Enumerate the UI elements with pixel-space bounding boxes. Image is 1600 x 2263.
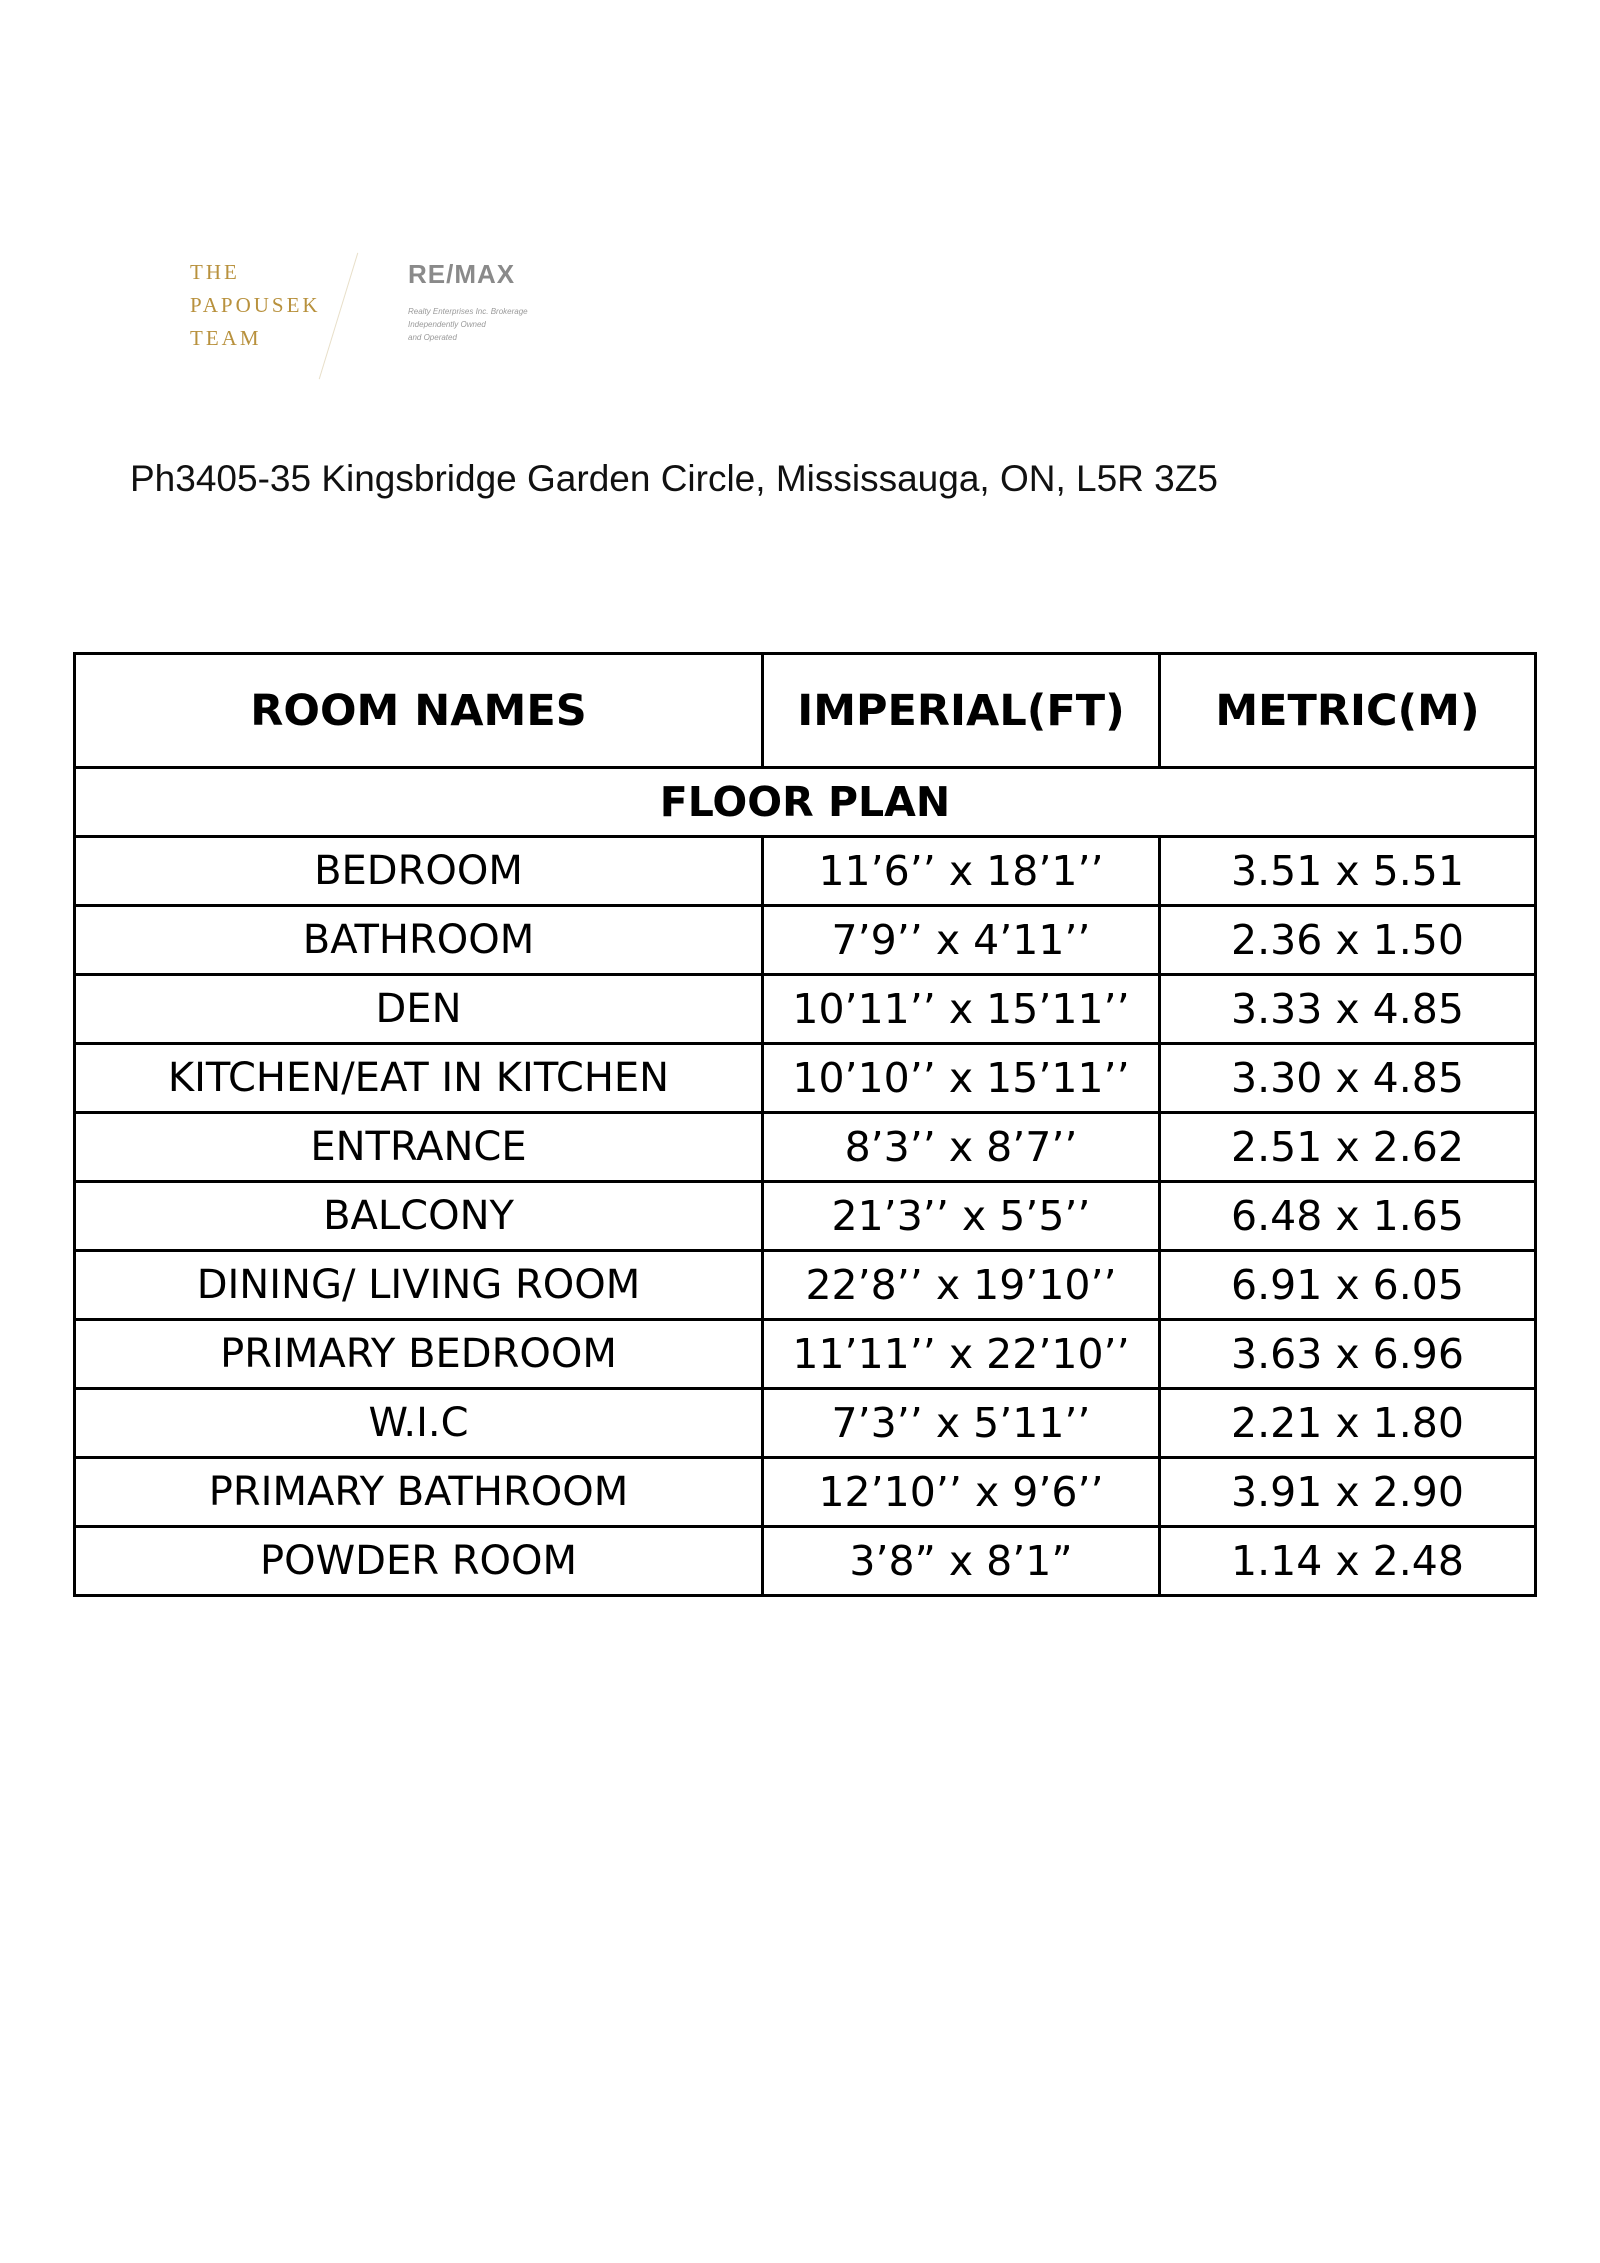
metric-cell: 6.48 x 1.65	[1160, 1182, 1536, 1251]
logo-divider	[319, 253, 359, 380]
room-name-cell: ENTRANCE	[75, 1113, 763, 1182]
brand-subtitle-line: and Operated	[408, 333, 457, 342]
property-address: Ph3405-35 Kingsbridge Garden Circle, Mississauga, ON, L5R 3Z5	[130, 458, 1218, 499]
table-row	[75, 1527, 1536, 1596]
room-name-cell: W.I.C	[75, 1389, 763, 1458]
metric-cell: 3.33 x 4.85	[1160, 975, 1536, 1044]
room-name-cell: PRIMARY BEDROOM	[75, 1320, 763, 1389]
imperial-cell: 12’10’’ x 9’6’’	[763, 1458, 1160, 1527]
header-imperial: IMPERIAL(FT)	[763, 654, 1160, 768]
room-name-cell: DEN	[75, 975, 763, 1044]
header-metric: METRIC(M)	[1160, 654, 1536, 768]
room-name-cell: KITCHEN/EAT IN KITCHEN	[75, 1044, 763, 1113]
table-row	[75, 1044, 1536, 1113]
table-row	[75, 1320, 1536, 1389]
metric-cell: 3.63 x 6.96	[1160, 1320, 1536, 1389]
metric-cell: 3.30 x 4.85	[1160, 1044, 1536, 1113]
room-name-cell: BEDROOM	[75, 837, 763, 906]
imperial-cell: 7’3’’ x 5’11’’	[763, 1389, 1160, 1458]
brand-subtitle	[408, 305, 528, 344]
table-row	[75, 1182, 1536, 1251]
logo	[190, 250, 570, 385]
header-room-names: ROOM NAMES	[75, 654, 763, 768]
metric-cell: 3.91 x 2.90	[1160, 1458, 1536, 1527]
room-name-cell: POWDER ROOM	[75, 1527, 763, 1596]
imperial-cell: 21’3’’ x 5’5’’	[763, 1182, 1160, 1251]
brand-name: RE/MAX	[408, 259, 516, 289]
team-name	[190, 256, 321, 355]
table-row	[75, 1389, 1536, 1458]
imperial-cell: 11’11’’ x 22’10’’	[763, 1320, 1160, 1389]
imperial-cell: 8’3’’ x 8’7’’	[763, 1113, 1160, 1182]
imperial-cell: 22’8’’ x 19’10’’	[763, 1251, 1160, 1320]
room-dimensions-table	[73, 652, 1537, 1597]
brand-subtitle-line: Realty Enterprises Inc. Brokerage	[408, 307, 528, 316]
team-name-line: TEAM	[190, 326, 262, 350]
table-row	[75, 906, 1536, 975]
brand-subtitle-line: Independently Owned	[408, 320, 486, 329]
section-row	[75, 768, 1536, 837]
metric-cell: 1.14 x 2.48	[1160, 1527, 1536, 1596]
room-name-cell: BALCONY	[75, 1182, 763, 1251]
metric-cell: 2.36 x 1.50	[1160, 906, 1536, 975]
table-row	[75, 1113, 1536, 1182]
team-name-line: THE	[190, 260, 240, 284]
imperial-cell: 11’6’’ x 18’1’’	[763, 837, 1160, 906]
team-name-line: PAPOUSEK	[190, 293, 321, 317]
room-name-cell: DINING/ LIVING ROOM	[75, 1251, 763, 1320]
room-name-cell: PRIMARY BATHROOM	[75, 1458, 763, 1527]
imperial-cell: 7’9’’ x 4’11’’	[763, 906, 1160, 975]
metric-cell: 3.51 x 5.51	[1160, 837, 1536, 906]
table-row	[75, 975, 1536, 1044]
table-row	[75, 1251, 1536, 1320]
metric-cell: 6.91 x 6.05	[1160, 1251, 1536, 1320]
section-title: FLOOR PLAN	[75, 768, 1536, 837]
room-rows	[75, 837, 1536, 1596]
table-row	[75, 837, 1536, 906]
imperial-cell: 10’11’’ x 15’11’’	[763, 975, 1160, 1044]
metric-cell: 2.21 x 1.80	[1160, 1389, 1536, 1458]
table-header-row	[75, 654, 1536, 768]
imperial-cell: 10’10’’ x 15’11’’	[763, 1044, 1160, 1113]
imperial-cell: 3’8” x 8’1”	[763, 1527, 1160, 1596]
table-row	[75, 1458, 1536, 1527]
metric-cell: 2.51 x 2.62	[1160, 1113, 1536, 1182]
room-name-cell: BATHROOM	[75, 906, 763, 975]
